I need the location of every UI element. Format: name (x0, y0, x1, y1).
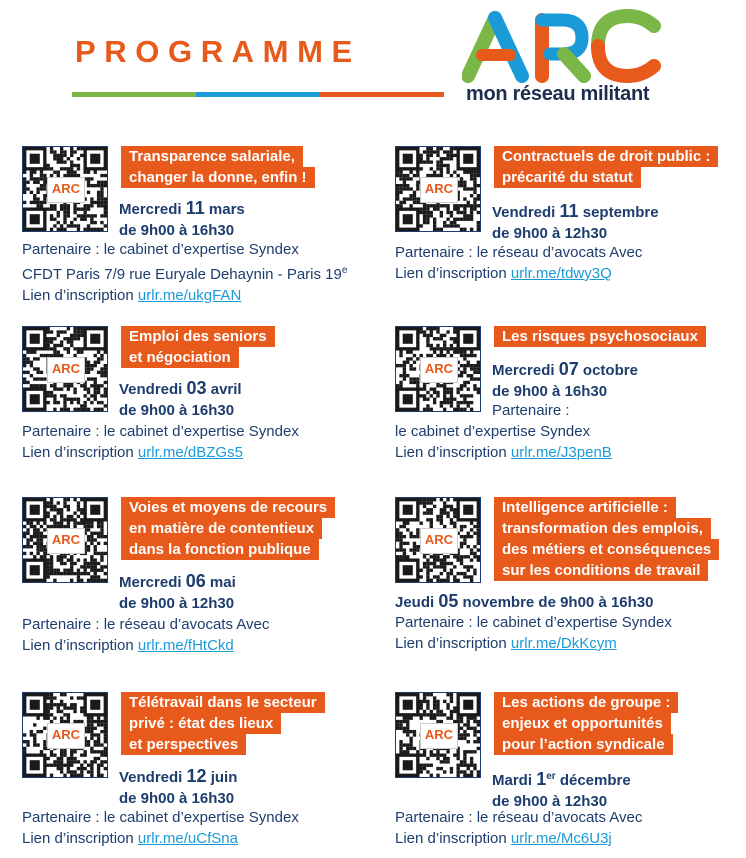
registration-line (22, 635, 234, 656)
partner-line (22, 807, 299, 828)
session-title (494, 326, 706, 347)
registration-link[interactable]: urlr.me/J3penB (510, 444, 612, 461)
session-title-line: en matière de contentieux (121, 518, 322, 539)
session-title-line: Contractuels de droit public : (494, 146, 718, 167)
partner-line (22, 421, 299, 442)
logo-subtitle: mon réseau militant (466, 83, 650, 105)
date-number: 11 (185, 198, 205, 218)
partner-label: Partenaire : (395, 809, 477, 826)
registration-label: Lien d’inscription (395, 635, 511, 652)
registration-label: Lien d’inscription (22, 287, 138, 304)
session-date (395, 591, 654, 613)
venue-text: CFDT Paris 7/9 rue Euryale Dehaynin - Paris 19 (22, 266, 342, 283)
date-day: Mercredi (119, 201, 186, 218)
date-month: mars (204, 201, 245, 218)
partner-label: Partenaire : (492, 402, 570, 419)
qr-code[interactable] (22, 146, 108, 232)
session-date (119, 378, 242, 421)
date-month: mai (205, 574, 236, 591)
session-date (492, 201, 659, 244)
partner-label: Partenaire : (395, 244, 477, 261)
partner-label: Partenaire : (22, 809, 104, 826)
date-month: décembre (555, 772, 631, 789)
qr-code[interactable] (395, 497, 481, 583)
date-day: Vendredi (492, 204, 560, 221)
session-title-line: Les actions de groupe : (494, 692, 678, 713)
registration-line (395, 828, 612, 849)
session-title (121, 692, 325, 755)
qr-code[interactable] (395, 326, 481, 412)
session-title (494, 692, 678, 755)
partner-line (395, 807, 642, 828)
session-title-line: des métiers et conséquences (494, 539, 719, 560)
session-title (494, 146, 718, 188)
partner-name: le réseau d’avocats Avec (476, 809, 643, 826)
registration-link[interactable]: urlr.me/fHtCkd (137, 637, 234, 654)
registration-line (395, 633, 617, 654)
session-title-line: Intelligence artificielle : (494, 497, 676, 518)
registration-line (22, 285, 241, 306)
partner-label: Partenaire : (22, 241, 104, 258)
date-sup: er (546, 771, 556, 782)
session-date (492, 359, 638, 402)
session-date (119, 198, 245, 241)
qr-code[interactable] (395, 146, 481, 232)
programme-title: PROGRAMME (75, 34, 361, 69)
stripe-orange (320, 92, 444, 97)
registration-link[interactable]: urlr.me/Mc6U3j (510, 830, 612, 847)
registration-link[interactable]: urlr.me/dBZGs5 (137, 444, 243, 461)
session-time: de 9h00 à 16h30 (119, 790, 235, 807)
qr-arc-logo: ARC (420, 528, 458, 554)
venue-sup: e (341, 265, 348, 276)
session-time: de 9h00 à 12h30 (119, 595, 235, 612)
partner-name: le cabinet d’expertise Syndex (103, 423, 299, 440)
session-title-line: Télétravail dans le secteur (121, 692, 325, 713)
partner-name: le réseau d’avocats Avec (476, 244, 643, 261)
registration-line (22, 828, 238, 849)
date-month: juin (206, 769, 238, 786)
registration-line (22, 442, 243, 463)
session-title-line: sur les conditions de travail (494, 560, 708, 581)
session-title-line: et négociation (121, 347, 239, 368)
session-title-line: précarité du statut (494, 167, 641, 188)
date-month: avril (206, 381, 242, 398)
qr-code[interactable] (22, 326, 108, 412)
registration-line (395, 263, 612, 284)
arc-logo (462, 8, 672, 104)
session-title-line: changer la donne, enfin ! (121, 167, 315, 188)
qr-arc-logo: ARC (47, 177, 85, 203)
date-day: Vendredi (119, 769, 187, 786)
session-title-line: Les risques psychosociaux (494, 326, 706, 347)
registration-line (395, 442, 612, 463)
qr-arc-logo: ARC (47, 723, 85, 749)
session-title-line: dans la fonction publique (121, 539, 319, 560)
qr-code[interactable] (395, 692, 481, 778)
registration-link[interactable]: urlr.me/DkKcym (510, 635, 617, 652)
session-title-line: Transparence salariale, (121, 146, 303, 167)
session-date (492, 766, 631, 812)
date-day: Mercredi (119, 574, 186, 591)
registration-link[interactable]: urlr.me/uCfSna (137, 830, 238, 847)
arc-logo-letters (462, 8, 672, 84)
stripe-blue (196, 92, 320, 97)
partner-name: le cabinet d’expertise Syndex (395, 423, 591, 440)
date-number: 03 (186, 378, 207, 398)
partner-label: Partenaire : (22, 616, 104, 633)
session-time: de 9h00 à 12h30 (492, 793, 608, 810)
qr-code[interactable] (22, 497, 108, 583)
session-title (121, 146, 315, 188)
session-time: de 9h00 à 12h30 (492, 225, 608, 242)
qr-arc-logo: ARC (420, 723, 458, 749)
partner-name: le cabinet d’expertise Syndex (476, 614, 672, 631)
partner-label: Partenaire : (395, 614, 477, 631)
date-number: 12 (186, 766, 207, 786)
date-day: Mercredi (492, 362, 559, 379)
partner-name: le cabinet d’expertise Syndex (103, 241, 299, 258)
session-time: de 9h00 à 16h30 (492, 383, 608, 400)
date-month: septembre (578, 204, 659, 221)
session-title-line: Voies et moyens de recours (121, 497, 335, 518)
partner-line (22, 239, 299, 260)
qr-code[interactable] (22, 692, 108, 778)
date-number: 11 (559, 201, 579, 221)
session-title (121, 326, 275, 368)
session-date (119, 766, 237, 809)
date-day: Mardi (492, 772, 537, 789)
partner-line (395, 242, 642, 263)
session-date (119, 571, 236, 614)
partner-line (395, 612, 672, 633)
stripe-green (72, 92, 196, 97)
session-title-line: Emploi des seniors (121, 326, 275, 347)
partner-name: le cabinet d’expertise Syndex (103, 809, 299, 826)
registration-label: Lien d’inscription (395, 265, 511, 282)
qr-arc-logo: ARC (420, 177, 458, 203)
registration-label: Lien d’inscription (22, 444, 138, 461)
session-time: de 9h00 à 16h30 (119, 402, 235, 419)
registration-link[interactable]: urlr.me/ukgFAN (137, 287, 242, 304)
session-time: de 9h00 à 16h30 (119, 222, 235, 239)
partner-name: le réseau d’avocats Avec (103, 616, 270, 633)
registration-link[interactable]: urlr.me/tdwy3Q (510, 265, 612, 282)
date-month: novembre de 9h00 à 16h30 (458, 594, 654, 611)
date-day: Vendredi (119, 381, 187, 398)
registration-label: Lien d’inscription (395, 830, 511, 847)
date-number: 1 (536, 769, 547, 789)
date-month: octobre (578, 362, 638, 379)
session-title (494, 497, 719, 581)
venue-address (22, 260, 347, 285)
registration-label: Lien d’inscription (395, 444, 511, 461)
registration-label: Lien d’inscription (22, 830, 138, 847)
qr-arc-logo: ARC (47, 357, 85, 383)
session-title (121, 497, 335, 560)
partner-line (22, 614, 269, 635)
session-title-line: pour l’action syndicale (494, 734, 673, 755)
registration-label: Lien d’inscription (22, 637, 138, 654)
date-day: Jeudi (395, 594, 439, 611)
partner-label: Partenaire : (22, 423, 104, 440)
qr-arc-logo: ARC (47, 528, 85, 554)
qr-arc-logo: ARC (420, 357, 458, 383)
session-title-line: transformation des emplois, (494, 518, 711, 539)
session-title-line: et perspectives (121, 734, 246, 755)
session-title-line: enjeux et opportunités (494, 713, 671, 734)
date-number: 06 (185, 571, 206, 591)
session-title-line: privé : état des lieux (121, 713, 281, 734)
date-number: 07 (558, 359, 579, 379)
date-number: 05 (438, 591, 459, 611)
